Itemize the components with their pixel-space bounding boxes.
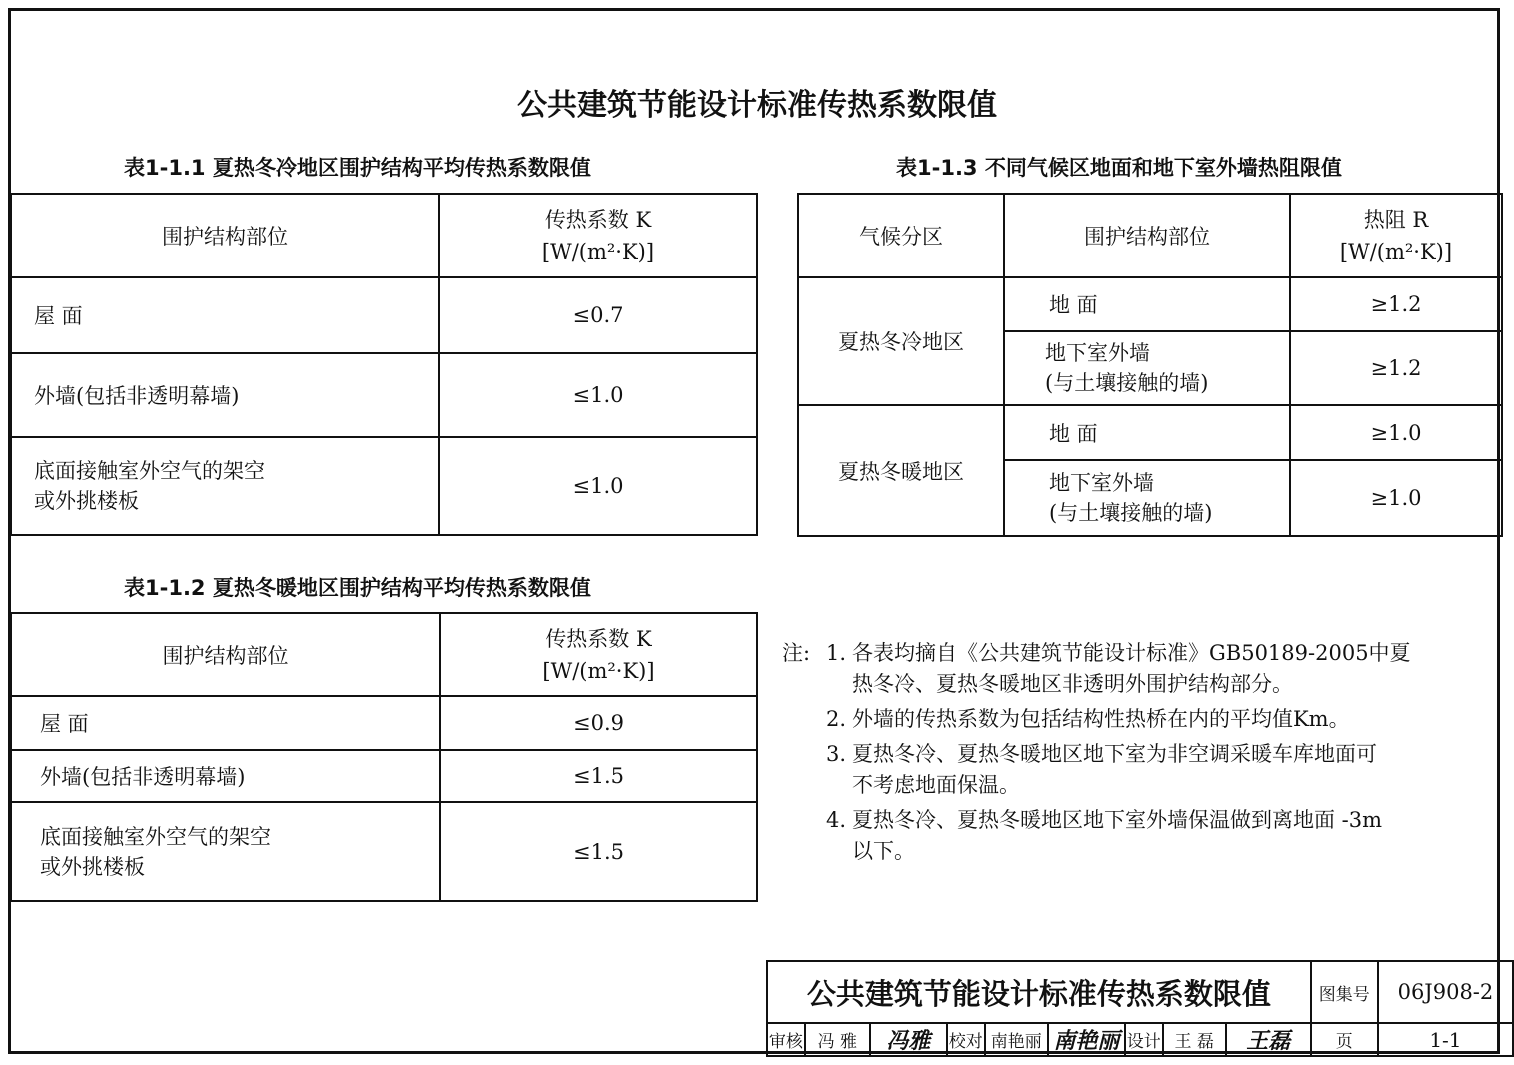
table1 [10, 193, 758, 536]
designer-signature: 王磊 [1226, 1023, 1311, 1056]
table3-caption: 表1-1.3 不同气候区地面和地下室外墙热阻限值 [896, 156, 1342, 180]
table2-header-part: 围护结构部位 [11, 613, 440, 696]
atlas-label: 图集号 [1311, 961, 1378, 1023]
table-row: 地下室外墙 (与土壤接触的墙) ≥1.2 [798, 331, 1502, 405]
check-label: 校对 [947, 1023, 985, 1056]
table-row: 夏热冬冷地区 地 面 ≥1.2 [798, 277, 1502, 331]
page-label: 页 [1311, 1023, 1378, 1056]
table-row: 屋 面 ≤0.7 [11, 277, 757, 353]
table3 [797, 193, 1503, 537]
table-row: 底面接触室外空气的架空 或外挑楼板 ≤1.0 [11, 437, 757, 535]
table1-header-part: 围护结构部位 [11, 194, 439, 277]
note-item: 4. 夏热冬冷、夏热冬暖地区地下室外墙保温做到离地面 -3m 以下。 [826, 808, 1383, 863]
reviewer: 冯 雅 [805, 1023, 870, 1056]
designer: 王 磊 [1163, 1023, 1226, 1056]
checker-signature: 南艳丽 [1048, 1023, 1125, 1056]
zone-name: 夏热冬暖地区 [798, 405, 1004, 536]
table-row: 外墙(包括非透明幕墙) ≤1.0 [11, 353, 757, 437]
table3-header-zone: 气候分区 [798, 194, 1004, 277]
title-block-title: 公共建筑节能设计标准传热系数限值 [767, 961, 1311, 1023]
zone-name: 夏热冬冷地区 [798, 277, 1004, 405]
table-row: 底面接触室外空气的架空 或外挑楼板 ≤1.5 [11, 802, 757, 901]
table1-header-k: 传热系数 K [W/(m²·K)] [439, 194, 757, 277]
table-row: 夏热冬暖地区 地 面 ≥1.0 [798, 405, 1502, 460]
note-item: 3. 夏热冬冷、夏热冬暖地区地下室为非空调采暖车库地面可 不考虑地面保温。 [826, 742, 1377, 797]
note-item: 2. 外墙的传热系数为包括结构性热桥在内的平均值Km。 [826, 707, 1350, 731]
table3-header-r: 热阻 R [W/(m²·K)] [1290, 194, 1502, 277]
table-row: 地下室外墙 (与土壤接触的墙) ≥1.0 [798, 460, 1502, 536]
table-row: 外墙(包括非透明幕墙) ≤1.5 [11, 750, 757, 802]
table3-header-part: 围护结构部位 [1004, 194, 1290, 277]
table2-header-k: 传热系数 K [W/(m²·K)] [440, 613, 757, 696]
title-block [766, 960, 1514, 1057]
design-label: 设计 [1125, 1023, 1163, 1056]
table2-caption: 表1-1.2 夏热冬暖地区围护结构平均传热系数限值 [124, 576, 591, 600]
checker: 南艳丽 [985, 1023, 1048, 1056]
page-title: 公共建筑节能设计标准传热系数限值 [517, 88, 997, 123]
table2 [10, 612, 758, 902]
note-item: 注: 1. 各表均摘自《公共建筑节能设计标准》GB50189-2005中夏 热冬冷、夏热冬暖地区非透明外围护结构部分。 [782, 641, 1411, 696]
table-row: 屋 面 ≤0.9 [11, 696, 757, 750]
review-label: 审核 [767, 1023, 805, 1056]
notes [782, 638, 1482, 867]
page-number: 1-1 [1378, 1023, 1513, 1056]
table1-caption: 表1-1.1 夏热冬冷地区围护结构平均传热系数限值 [124, 156, 591, 180]
atlas-number: 06J908-2 [1378, 961, 1513, 1023]
reviewer-signature: 冯雅 [870, 1023, 947, 1056]
